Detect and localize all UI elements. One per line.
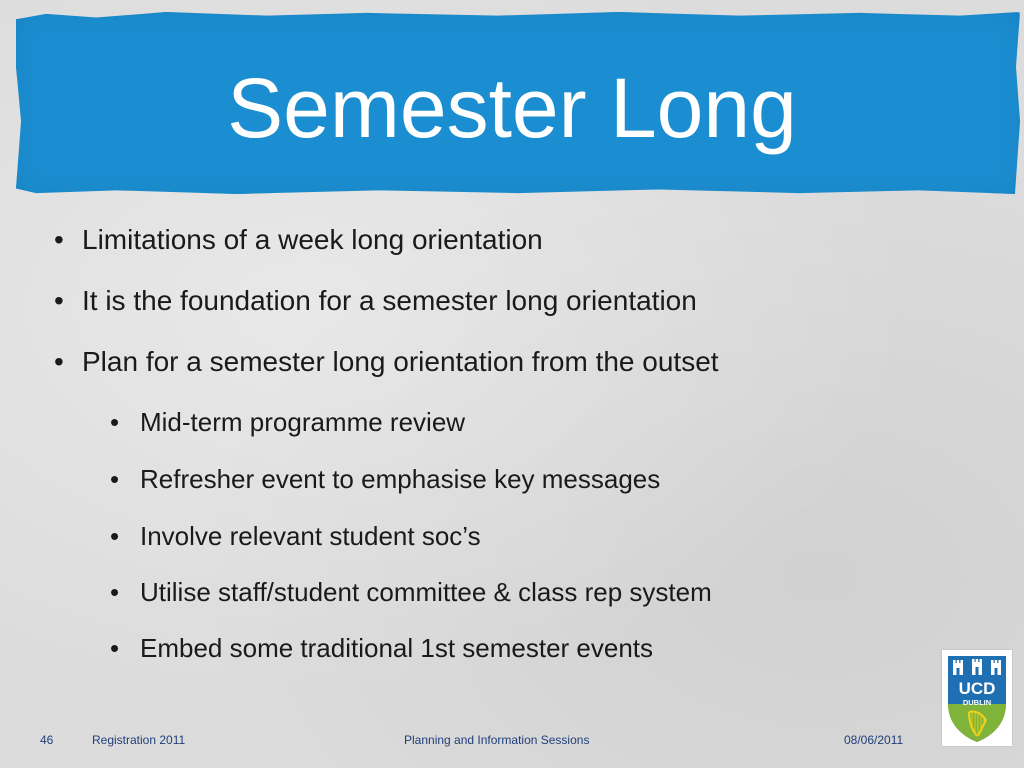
sub-bullet-item xyxy=(110,521,481,552)
footer-date: 08/06/2011 xyxy=(844,733,904,747)
slide-number: 46 xyxy=(40,733,54,747)
ucd-crest-icon xyxy=(942,650,1012,746)
bullet-text: It is the foundation for a semester long orientation xyxy=(82,285,697,316)
footer-left-text: Registration 2011 xyxy=(92,733,186,747)
bullet-text: Plan for a semester long orientation from the outset xyxy=(82,346,719,377)
sub-bullet-item xyxy=(110,633,653,664)
bullet-item xyxy=(54,224,543,256)
bullet-item xyxy=(54,346,719,378)
slide-title: Semester Long xyxy=(227,61,797,155)
bullet-dot-icon: • xyxy=(110,577,120,607)
bullet-item xyxy=(54,285,697,317)
sub-bullet-text: Refresher event to emphasise key messages xyxy=(140,464,661,494)
bullet-dot-icon: • xyxy=(54,285,64,316)
ucd-dublin-logo xyxy=(942,650,1012,746)
sub-bullet-item xyxy=(110,464,660,495)
bullet-dot-icon: • xyxy=(110,464,120,494)
sub-bullet-text: Mid-term programme review xyxy=(140,407,466,437)
bullet-dot-icon: • xyxy=(110,633,120,663)
bullet-dot-icon: • xyxy=(54,346,64,377)
bullet-text: Limitations of a week long orientation xyxy=(82,224,543,255)
sub-bullet-text: Utilise staff/student committee & class rep system xyxy=(140,577,712,607)
bullet-dot-icon: • xyxy=(54,224,64,255)
sub-bullet-text: Embed some traditional 1st semester events xyxy=(140,633,654,663)
sub-bullet-item xyxy=(110,407,465,438)
bullet-dot-icon: • xyxy=(110,407,120,437)
svg-text:UCD: UCD xyxy=(958,679,996,698)
bullet-dot-icon: • xyxy=(110,521,120,551)
footer-center-text: Planning and Information Sessions xyxy=(404,733,590,747)
sub-bullet-item xyxy=(110,577,712,608)
svg-text:DUBLIN: DUBLIN xyxy=(962,698,992,707)
sub-bullet-text: Involve relevant student soc’s xyxy=(140,521,481,551)
